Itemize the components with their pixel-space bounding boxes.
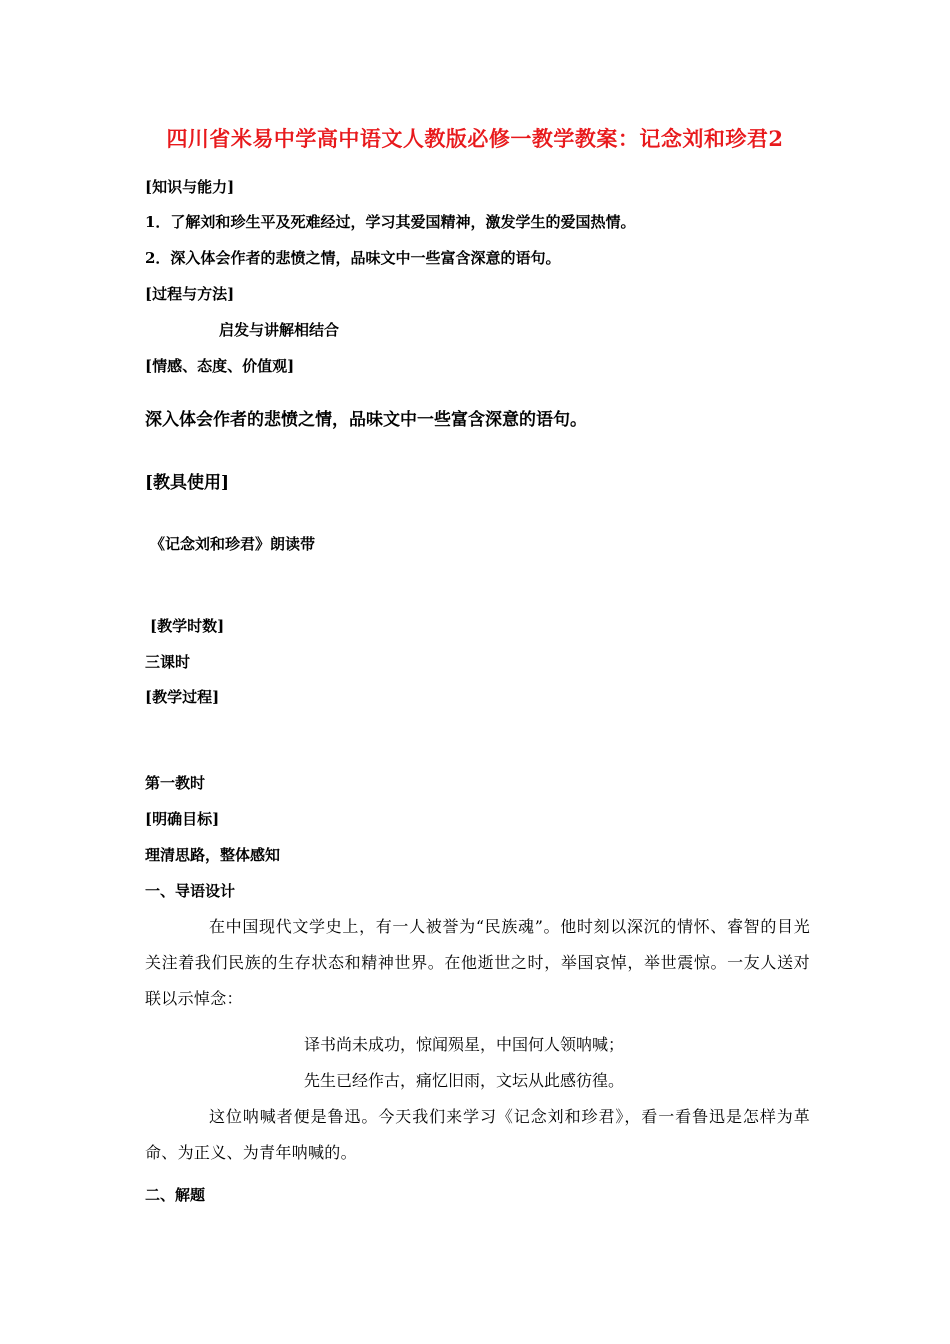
process-text: 启发与讲解相结合 [219,321,340,339]
knowledge-item-2: 2．深入体会作者的悲愤之情，品味文中一些富含深意的语句。 [145,249,561,267]
procedure-heading: [教学过程] [145,688,220,706]
section-1-heading: 一、导语设计 [145,882,236,900]
emotion-heading: [情感、态度、价值观] [145,357,295,375]
tools-text: 《记念刘和珍君》朗读带 [150,535,316,553]
tools-heading: [教具使用] [145,473,230,493]
document-title: 四川省米易中学高中语文人教版必修一教学教案：记念刘和珍君2 [166,126,784,151]
knowledge-heading: [知识与能力] [145,178,235,196]
closing-paragraph: 这位呐喊者便是鲁迅。今天我们来学习《记念刘和珍君》，看一看鲁迅是怎样为革命、为正义、为青年呐喊的。 [145,1107,810,1162]
hours-text: 三课时 [145,653,191,671]
couplet-line-2: 先生已经作古，痛忆旧雨，文坛从此感彷徨。 [304,1071,625,1090]
lesson-heading: 第一教时 [145,774,206,792]
hours-heading: [教学时数] [150,617,225,635]
goal-heading: [明确目标] [145,810,220,828]
goal-text: 理清思路，整体感知 [145,846,281,864]
intro-paragraph: 在中国现代文学史上，有一人被誉为“民族魂”。他时刻以深沉的情怀、睿智的目光关注着我们民族的生存状态和精神世界。在他逝世之时，举国哀悼，举世震惊。一友人送对联以示悼念： [145,917,810,1008]
couplet-line-1: 译书尚未成功，惊闻殒星，中国何人领呐喊； [304,1035,625,1054]
section-2-heading: 二、解题 [145,1186,206,1204]
knowledge-item-1: 1．了解刘和珍生平及死难经过，学习其爱国精神，激发学生的爱国热情。 [145,213,636,231]
process-heading: [过程与方法] [145,285,235,303]
emotion-text: 深入体会作者的悲愤之情，品味文中一些富含深意的语句。 [145,410,587,430]
